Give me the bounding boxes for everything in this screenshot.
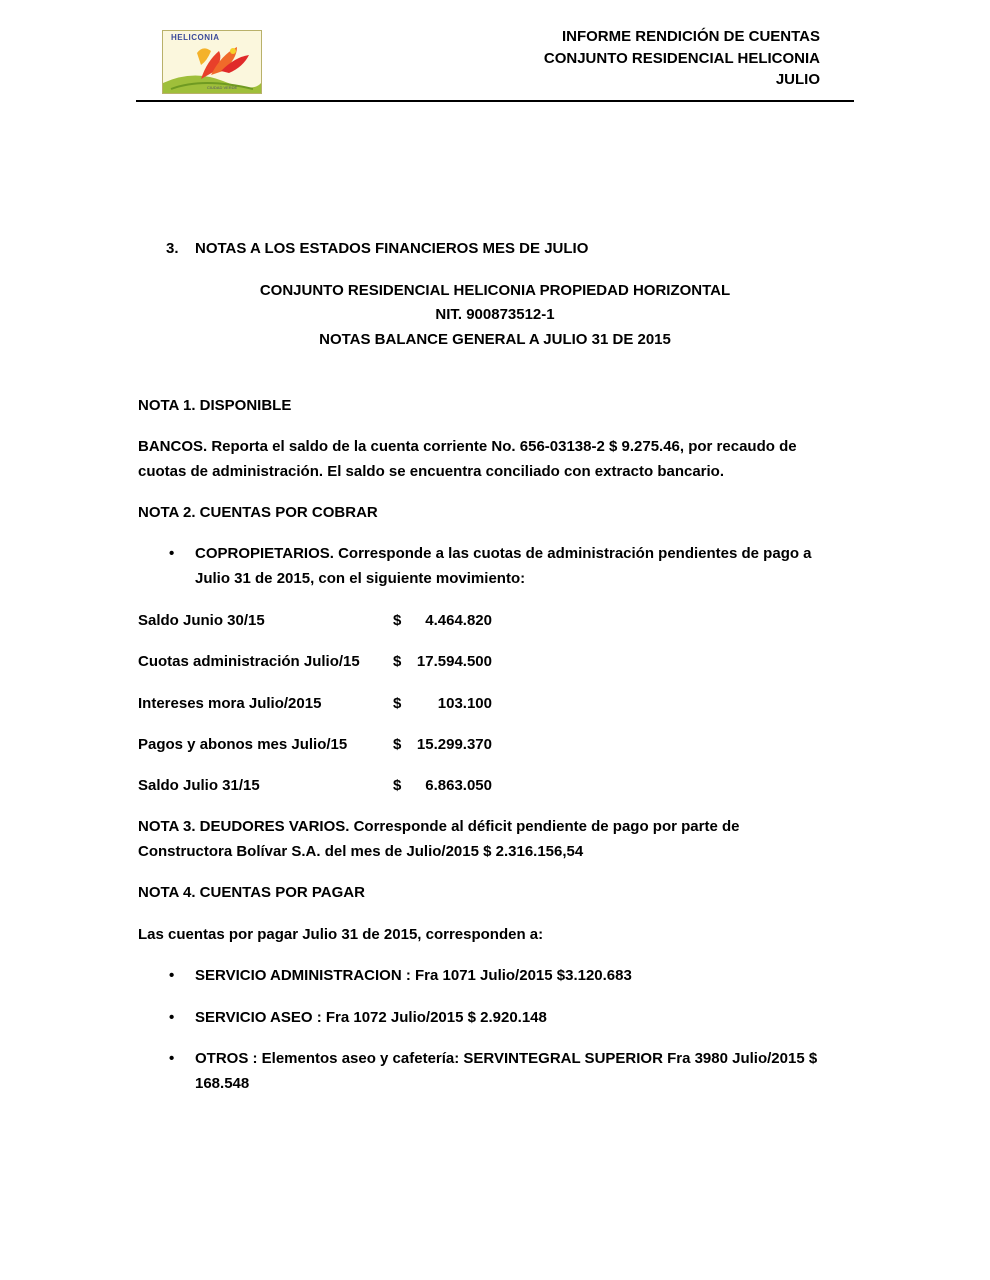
nota3-line-2: Constructora Bolívar S.A. del mes de Julio/2015 $ 2.316.156,54 — [138, 843, 584, 860]
movement-label: Saldo Junio 30/15 — [138, 612, 265, 629]
movement-label: Pagos y abonos mes Julio/15 — [138, 736, 348, 753]
nota2-bullet-line-1: COPROPIETARIOS. Corresponde a las cuotas de administración pendientes de pago a — [195, 545, 812, 562]
nota4-title: NOTA 4. CUENTAS POR PAGAR — [138, 884, 365, 901]
movement-currency: $ — [393, 695, 402, 712]
bullet-icon: • — [169, 1050, 175, 1067]
nota1-paragraph-line-2: cuotas de administración. El saldo se encuentra conciliado con extracto bancario. — [138, 463, 725, 480]
nota2-bullet-line-2: Julio 31 de 2015, con el siguiente movimiento: — [195, 570, 526, 587]
movement-currency: $ — [393, 736, 402, 753]
heliconia-flower-icon — [163, 31, 261, 93]
payable-item: OTROS : Elementos aseo y cafetería: SERVINTEGRAL SUPERIOR Fra 3980 Julio/2015 $ — [195, 1050, 818, 1067]
movement-value: 103.100 — [437, 695, 492, 712]
movement-value: 4.464.820 — [425, 612, 492, 629]
logo-subtext: CIUDAD VERDE — [207, 85, 238, 90]
header-line-1: INFORME RENDICIÓN DE CUENTAS — [561, 28, 820, 45]
payable-item: SERVICIO ASEO : Fra 1072 Julio/2015 $ 2.920.148 — [195, 1009, 547, 1026]
movement-label: Intereses mora Julio/2015 — [138, 695, 322, 712]
movement-value: 15.299.370 — [416, 736, 492, 753]
org-name: CONJUNTO RESIDENCIAL HELICONIA PROPIEDAD HORIZONTAL — [259, 282, 731, 299]
section-title: NOTAS A LOS ESTADOS FINANCIEROS MES DE JULIO — [195, 240, 589, 257]
header-line-2: CONJUNTO RESIDENCIAL HELICONIA — [543, 49, 820, 67]
movement-currency: $ — [393, 653, 402, 670]
report-header — [544, 26, 820, 91]
payable-item-continued: 168.548 — [195, 1075, 250, 1092]
nota4-intro: Las cuentas por pagar Julio 31 de 2015, corresponden a: — [138, 926, 544, 943]
movement-value: 17.594.500 — [416, 653, 492, 670]
bullet-icon: • — [169, 1009, 175, 1026]
movement-currency: $ — [393, 777, 402, 794]
header-line-3: JULIO — [775, 71, 820, 88]
movement-value: 6.863.050 — [425, 777, 492, 794]
movement-label: Cuotas administración Julio/15 — [138, 653, 360, 670]
movement-label: Saldo Julio 31/15 — [138, 777, 260, 794]
section-number: 3. — [166, 240, 179, 257]
nota1-paragraph-line-1: BANCOS. Reporta el saldo de la cuenta corriente No. 656-03138-2 $ 9.275.46, por recaudo de — [138, 438, 797, 455]
bullet-icon: • — [169, 545, 175, 562]
org-nit: NIT. 900873512-1 — [435, 306, 555, 323]
nota3-line-1: NOTA 3. DEUDORES VARIOS. Corresponde al déficit pendiente de pago por parte de — [138, 818, 740, 835]
bullet-icon: • — [169, 967, 175, 984]
balance-subtitle: NOTAS BALANCE GENERAL A JULIO 31 DE 2015 — [319, 331, 671, 348]
nota1-title: NOTA 1. DISPONIBLE — [138, 397, 292, 414]
logo-text: HELICONIA — [171, 33, 220, 42]
header-divider — [136, 100, 854, 102]
nota2-title: NOTA 2. CUENTAS POR COBRAR — [138, 504, 378, 521]
heliconia-logo — [162, 30, 262, 94]
payable-item: SERVICIO ADMINISTRACION : Fra 1071 Julio/2015 $3.120.683 — [195, 967, 632, 984]
movement-currency: $ — [393, 612, 402, 629]
